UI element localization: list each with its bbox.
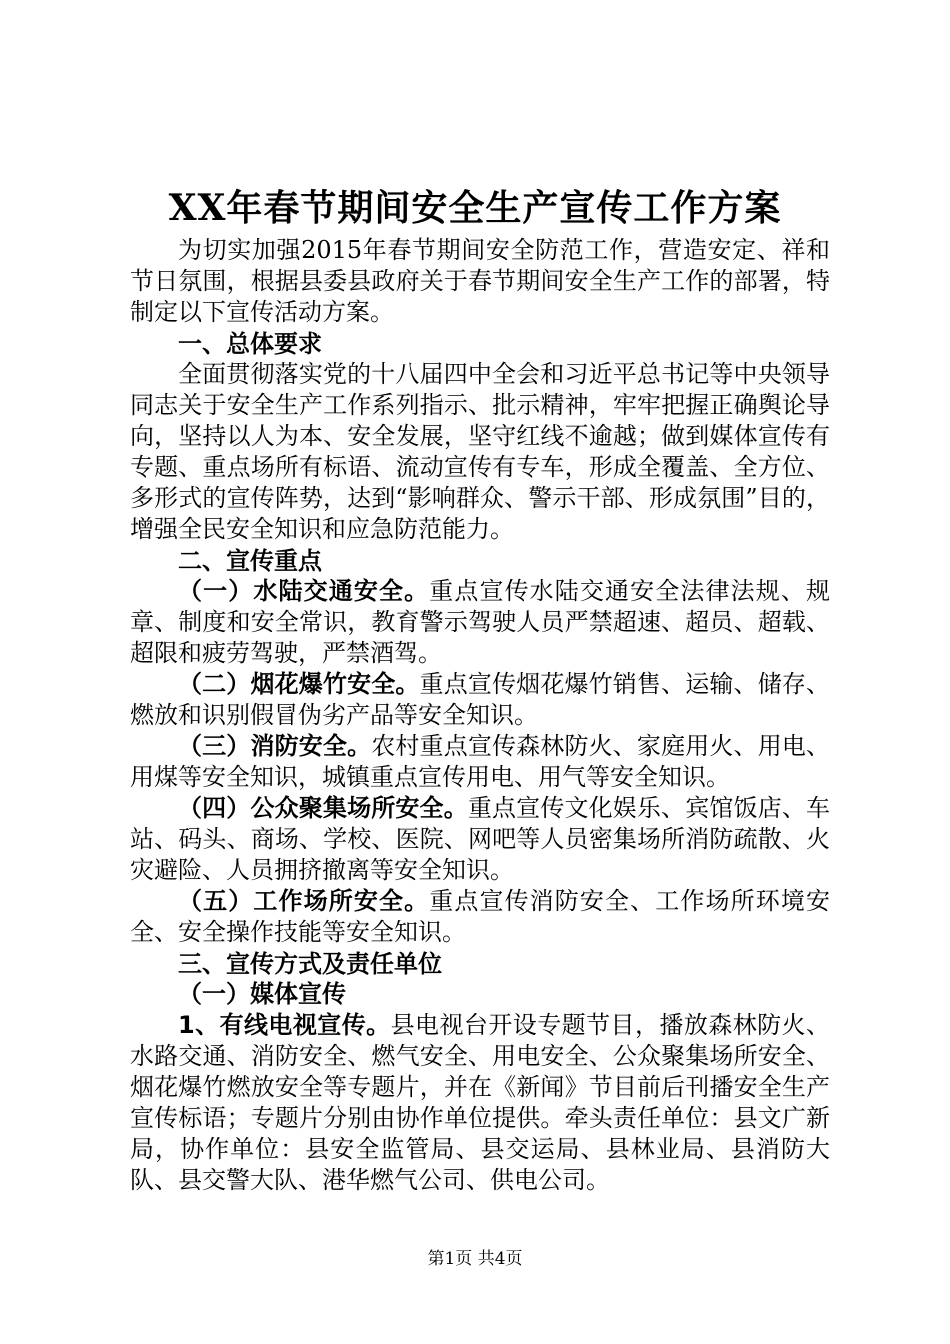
section-1-heading: 一、总体要求 (178, 329, 322, 358)
item-lead: （四）公众聚集场所安全。 (178, 794, 468, 822)
item-text: 重点宣传文化娱乐、宾馆饭店、车站、码头、商场、学校、医院、网吧等人员密集场所消防疏散、火灾避险、人员拥挤撤离等安全知识。 (130, 794, 831, 884)
item-text: 重点宣传水陆交通安全法律法规、规章、制度和安全常识，教育警示驾驶人员严禁超速、超员、超载、超限和疲劳驾驶，严禁酒驾。 (130, 577, 831, 667)
section-3-subheading (130, 979, 830, 1010)
subheading-text: （一）媒体宣传 (178, 980, 346, 1008)
page-footer: 第1页 共4页 (427, 1249, 523, 1269)
document-title: XX年春节期间安全生产宣传工作方案 (168, 187, 782, 229)
document-body (130, 235, 830, 1196)
section-2-heading: 二、宣传重点 (178, 546, 322, 575)
item-text: 农村重点宣传森林防火、家庭用火、用电、用煤等安全知识，城镇重点宣传用电、用气等安全知识。 (130, 732, 831, 791)
item-text: 重点宣传消防安全、工作场所环境安全、安全操作技能等安全知识。 (130, 887, 831, 946)
section-3-item (130, 1010, 830, 1196)
section-3-heading: 三、宣传方式及责任单位 (178, 949, 442, 978)
item-lead: 1、有线电视宣传。 (178, 1011, 391, 1039)
item-lead: （二）烟花爆竹安全。 (178, 670, 420, 698)
item-lead: （五）工作场所安全。 (178, 887, 430, 915)
section-2-item (130, 731, 830, 793)
item-text: 重点宣传烟花爆竹销售、运输、储存、燃放和识别假冒伪劣产品等安全知识。 (130, 670, 831, 729)
item-text: 县电视台开设专题节目，播放森林防火、水路交通、消防安全、燃气安全、用电安全、公众聚集场所安全、烟花爆竹燃放安全等专题片，并在《新闻》节目前后刊播安全生产宣传标语；专题片分别由协作单位提供。牵头责任单位：县文广新局，协作单位：县安全监管局、县交运局、县林业局、县消防大队、县交警大队、港华燃气公司、供电公司。 (130, 1011, 830, 1194)
item-lead: （三）消防安全。 (178, 732, 372, 760)
section-2-item (130, 669, 830, 731)
section-2-item (130, 886, 830, 948)
intro-paragraph: 为切实加强2015年春节期间安全防范工作，营造安定、祥和节日氛围，根据县委县政府关于春节期间安全生产工作的部署，特制定以下宣传活动方案。 (130, 236, 830, 326)
item-lead: （一）水陆交通安全。 (178, 577, 430, 605)
section-2-item (130, 576, 830, 669)
section-1-paragraph: 全面贯彻落实党的十八届四中全会和习近平总书记等中央领导同志关于安全生产工作系列指示、批示精神，牢牢把握正确舆论导向，坚持以人为本、安全发展，坚守红线不逾越；做到媒体宣传有专题、重点场所有标语、流动宣传有专车，形成全覆盖、全方位、多形式的宣传阵势，达到“影响群众、警示干部、形成氛围”目的，增强全民安全知识和应急防范能力。 (130, 360, 830, 543)
section-2-item (130, 793, 830, 886)
